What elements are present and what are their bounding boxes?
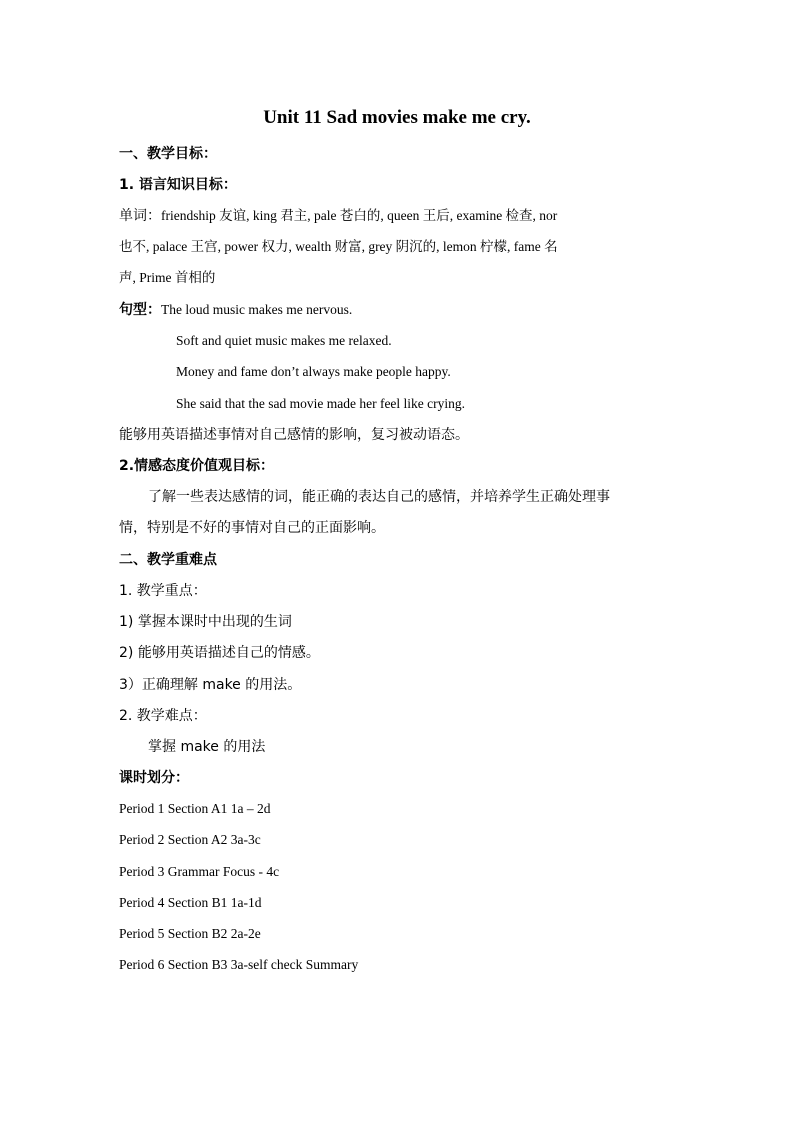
sentence-label: 句型： <box>119 302 161 318</box>
periods-heading: 课时划分： <box>119 770 189 786</box>
emotion-para-line-1: 了解一些表达感情的词，能正确的表达自己的感情，并培养学生正确处理事 <box>148 489 610 505</box>
period-2: Period 2 Section A2 3a-3c <box>119 832 261 847</box>
sentence-line-1 <box>119 300 679 321</box>
key-point-3: 3）正确理解 make 的用法。 <box>119 677 302 693</box>
ability-line: 能够用英语描述事情对自己感情的影响，复习被动语态。 <box>119 427 469 443</box>
vocab-text-1: friendship 友谊, king 君主, pale 苍白的, queen 王后, examine 检查, nor <box>161 208 558 223</box>
sentence-4: She said that the sad movie made her feel like crying. <box>176 396 466 411</box>
section1-heading: 一、教学目标： <box>119 146 217 162</box>
vocab-line-2: 也不, palace 王宫, power 权力, wealth 财富, grey 阴沉的, lemon 柠檬, fame 名 <box>119 239 558 254</box>
key-point-2: 2) 能够用英语描述自己的情感。 <box>119 645 320 661</box>
vocab-label: 单词： <box>119 208 161 224</box>
section2-heading: 二、教学重难点 <box>119 552 217 568</box>
sub1-heading: 1. 语言知识目标： <box>119 177 237 193</box>
key-heading: 1. 教学重点： <box>119 583 207 599</box>
vocab-line-1 <box>119 206 679 227</box>
difficult-point: 掌握 make 的用法 <box>148 739 266 755</box>
sentence-2: Soft and quiet music makes me relaxed. <box>176 333 392 348</box>
period-6: Period 6 Section B3 3a-self check Summary <box>119 957 359 972</box>
period-5: Period 5 Section B2 2a-2e <box>119 926 261 941</box>
sub2-heading: 2.情感态度价值观目标： <box>119 458 275 474</box>
sentence-3: Money and fame don’t always make people happy. <box>176 364 451 379</box>
vocab-line-3: 声, Prime 首相的 <box>119 270 216 285</box>
period-3: Period 3 Grammar Focus - 4c <box>119 864 280 879</box>
key-point-1: 1) 掌握本课时中出现的生词 <box>119 614 292 630</box>
period-1: Period 1 Section A1 1a – 2d <box>119 801 271 816</box>
sentence-1: The loud music makes me nervous. <box>161 302 353 317</box>
document-title: Unit 11 Sad movies make me cry. <box>263 107 531 128</box>
difficult-heading: 2. 教学难点： <box>119 708 207 724</box>
emotion-para-line-2: 情，特别是不好的事情对自己的正面影响。 <box>119 520 385 536</box>
period-4: Period 4 Section B1 1a-1d <box>119 895 262 910</box>
